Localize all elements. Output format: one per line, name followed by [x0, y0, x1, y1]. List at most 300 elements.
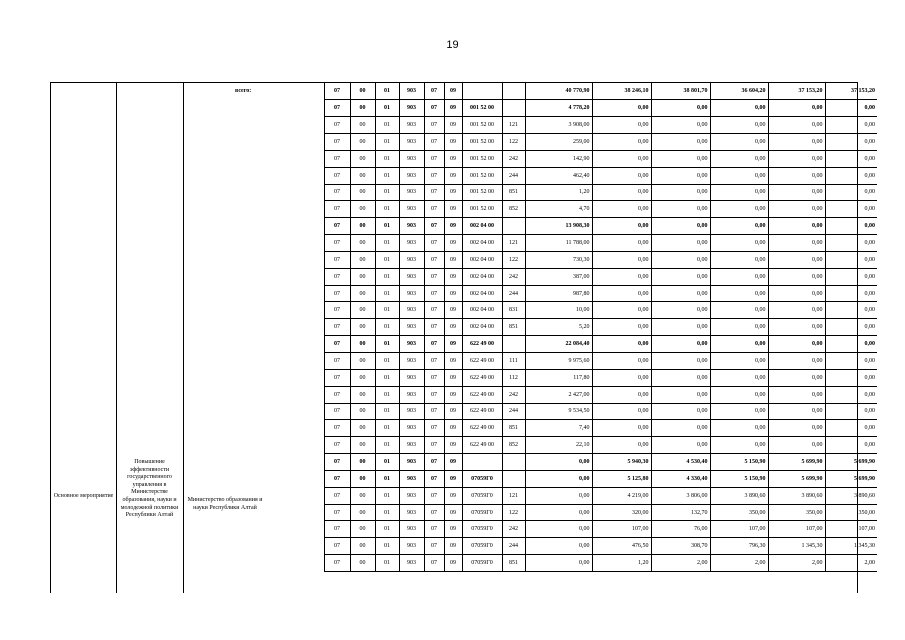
amount-cell: 7,40 [525, 420, 592, 437]
grbs-code: 903 [399, 403, 424, 420]
subprogram-code: 00 [350, 117, 375, 134]
amount-cell: 0,00 [592, 319, 651, 336]
amount-cell: 37 153,20 [825, 83, 877, 100]
amount-cell: 0,00 [651, 184, 710, 201]
event-code: 01 [375, 184, 399, 201]
amount-cell: 2 427,00 [525, 386, 592, 403]
grbs-code: 903 [399, 504, 424, 521]
grbs-code: 903 [399, 285, 424, 302]
amount-cell: 0,00 [592, 235, 651, 252]
expense-type-code [502, 454, 525, 471]
expense-type-code: 852 [502, 201, 525, 218]
amount-cell: 0,00 [592, 100, 651, 117]
table-row [233, 470, 877, 487]
subsection-code: 09 [444, 83, 462, 100]
subsection-code: 09 [444, 201, 462, 218]
table-row [233, 538, 877, 555]
table-row [233, 201, 877, 218]
program-code: 07 [324, 555, 350, 572]
amount-cell: 0,00 [768, 420, 825, 437]
program-code: 07 [324, 403, 350, 420]
section-code: 07 [424, 538, 444, 555]
amount-cell: 0,00 [592, 369, 651, 386]
table-row [233, 521, 877, 538]
target-article-code: 001 52 00 [462, 100, 502, 117]
amount-cell: 0,00 [525, 521, 592, 538]
amount-cell: 0,00 [651, 201, 710, 218]
subsection-code: 09 [444, 319, 462, 336]
amount-cell: 132,70 [651, 504, 710, 521]
target-article-code: 622 49 00 [462, 420, 502, 437]
program-code: 07 [324, 454, 350, 471]
amount-cell: 0,00 [651, 251, 710, 268]
amount-cell: 0,00 [710, 100, 768, 117]
expense-type-code [502, 83, 525, 100]
expense-type-code: 851 [502, 420, 525, 437]
section-code: 07 [424, 386, 444, 403]
amount-cell: 0,00 [710, 302, 768, 319]
program-code: 07 [324, 487, 350, 504]
target-article-code: 07059Г0 [462, 521, 502, 538]
subprogram-code: 00 [350, 521, 375, 538]
grbs-code: 903 [399, 268, 424, 285]
amount-cell: 5 150,90 [710, 470, 768, 487]
amount-cell: 0,00 [825, 100, 877, 117]
section-code: 07 [424, 167, 444, 184]
expense-type-code: 851 [502, 555, 525, 572]
target-article-code: 002 04 00 [462, 285, 502, 302]
subsection-code: 09 [444, 521, 462, 538]
target-article-code: 002 04 00 [462, 235, 502, 252]
amount-cell: 0,00 [825, 302, 877, 319]
amount-cell: 0,00 [592, 437, 651, 454]
grbs-code: 903 [399, 555, 424, 572]
row-label [233, 100, 324, 117]
amount-cell: 2,00 [825, 555, 877, 572]
expense-type-code: 121 [502, 117, 525, 134]
amount-cell: 9 975,60 [525, 353, 592, 370]
target-article-code: 07059Г0 [462, 487, 502, 504]
grbs-code: 903 [399, 251, 424, 268]
amount-cell: 0,00 [651, 100, 710, 117]
amount-cell: 0,00 [651, 336, 710, 353]
expense-type-code: 244 [502, 403, 525, 420]
target-article-code: 002 04 00 [462, 319, 502, 336]
amount-cell: 0,00 [710, 336, 768, 353]
expense-type-code: 242 [502, 150, 525, 167]
amount-cell: 22,10 [525, 437, 592, 454]
amount-cell: 0,00 [710, 420, 768, 437]
expense-type-code: 242 [502, 268, 525, 285]
expense-type-code: 244 [502, 285, 525, 302]
grbs-code: 903 [399, 134, 424, 151]
subsection-code: 09 [444, 336, 462, 353]
amount-cell: 0,00 [592, 386, 651, 403]
event-code: 01 [375, 100, 399, 117]
amount-cell: 0,00 [710, 285, 768, 302]
amount-cell: 476,50 [592, 538, 651, 555]
amount-cell: 0,00 [651, 268, 710, 285]
expense-type-code: 244 [502, 538, 525, 555]
amount-cell: 4 330,40 [651, 470, 710, 487]
amount-cell: 2,00 [710, 555, 768, 572]
amount-cell: 107,00 [825, 521, 877, 538]
event-code: 01 [375, 251, 399, 268]
amount-cell: 0,00 [651, 134, 710, 151]
table-row [233, 184, 877, 201]
program-code: 07 [324, 134, 350, 151]
amount-cell: 0,00 [825, 150, 877, 167]
amount-cell: 0,00 [825, 134, 877, 151]
subprogram-code: 00 [350, 487, 375, 504]
expense-type-code [502, 336, 525, 353]
amount-cell: 987,80 [525, 285, 592, 302]
table-row [233, 504, 877, 521]
subprogram-code: 00 [350, 100, 375, 117]
expense-type-code [502, 100, 525, 117]
table-row [233, 336, 877, 353]
event-code: 01 [375, 353, 399, 370]
amount-cell: 0,00 [525, 487, 592, 504]
row-label [233, 353, 324, 370]
subsection-code: 09 [444, 100, 462, 117]
amount-cell: 0,00 [651, 117, 710, 134]
amount-cell: 259,00 [525, 134, 592, 151]
subprogram-code: 00 [350, 235, 375, 252]
expense-type-code [502, 218, 525, 235]
amount-cell: 0,00 [651, 403, 710, 420]
target-article-code: 001 52 00 [462, 150, 502, 167]
row-label [233, 201, 324, 218]
subsection-code: 09 [444, 117, 462, 134]
row-label [233, 504, 324, 521]
program-code: 07 [324, 251, 350, 268]
column-divider [183, 83, 184, 593]
amount-cell: 0,00 [710, 134, 768, 151]
table-row [233, 420, 877, 437]
row-label [233, 134, 324, 151]
expense-type-code: 242 [502, 386, 525, 403]
amount-cell: 4 219,00 [592, 487, 651, 504]
program-code: 07 [324, 268, 350, 285]
amount-cell: 0,00 [710, 117, 768, 134]
target-article-code: 622 49 00 [462, 369, 502, 386]
amount-cell: 0,00 [592, 420, 651, 437]
subsection-code: 09 [444, 369, 462, 386]
grbs-code: 903 [399, 218, 424, 235]
row-label [233, 268, 324, 285]
amount-cell: 0,00 [710, 386, 768, 403]
amount-cell: 5 699,90 [768, 454, 825, 471]
amount-cell: 36 604,20 [710, 83, 768, 100]
grbs-code: 903 [399, 235, 424, 252]
amount-cell: 0,00 [592, 353, 651, 370]
amount-cell: 0,00 [768, 134, 825, 151]
amount-cell: 37 153,20 [768, 83, 825, 100]
amount-cell: 5,20 [525, 319, 592, 336]
program-code: 07 [324, 437, 350, 454]
subsection-code: 09 [444, 184, 462, 201]
program-code: 07 [324, 336, 350, 353]
amount-cell: 13 908,30 [525, 218, 592, 235]
amount-cell: 0,00 [825, 184, 877, 201]
amount-cell: 107,00 [768, 521, 825, 538]
event-code: 01 [375, 470, 399, 487]
subprogram-code: 00 [350, 285, 375, 302]
grbs-code: 903 [399, 319, 424, 336]
section-code: 07 [424, 117, 444, 134]
amount-cell: 0,00 [592, 302, 651, 319]
program-code: 07 [324, 521, 350, 538]
grbs-code: 903 [399, 521, 424, 538]
amount-cell: 0,00 [710, 235, 768, 252]
section-code: 07 [424, 336, 444, 353]
program-code: 07 [324, 235, 350, 252]
event-code: 01 [375, 369, 399, 386]
grbs-code: 903 [399, 470, 424, 487]
row-label [233, 150, 324, 167]
amount-cell: 0,00 [525, 538, 592, 555]
subsection-code: 09 [444, 504, 462, 521]
amount-cell: 107,00 [710, 521, 768, 538]
section-code: 07 [424, 302, 444, 319]
table-row [233, 285, 877, 302]
amount-cell: 76,00 [651, 521, 710, 538]
amount-cell: 0,00 [651, 353, 710, 370]
amount-cell: 0,00 [710, 218, 768, 235]
table-row [233, 369, 877, 386]
row-label [233, 167, 324, 184]
program-code: 07 [324, 470, 350, 487]
section-code: 07 [424, 268, 444, 285]
program-code: 07 [324, 167, 350, 184]
section-code: 07 [424, 353, 444, 370]
amount-cell: 38 801,70 [651, 83, 710, 100]
section-code: 07 [424, 285, 444, 302]
amount-cell: 5 699,90 [825, 470, 877, 487]
section-code: 07 [424, 369, 444, 386]
event-code: 01 [375, 420, 399, 437]
event-code: 01 [375, 437, 399, 454]
grbs-code: 903 [399, 454, 424, 471]
subprogram-code: 00 [350, 134, 375, 151]
amount-cell: 0,00 [592, 117, 651, 134]
subsection-code: 09 [444, 386, 462, 403]
row-label [233, 437, 324, 454]
amount-cell: 0,00 [768, 117, 825, 134]
subprogram-code: 00 [350, 538, 375, 555]
table-row [233, 403, 877, 420]
amount-cell: 3 890,60 [825, 487, 877, 504]
program-code: 07 [324, 117, 350, 134]
program-code: 07 [324, 319, 350, 336]
amount-cell: 40 770,90 [525, 83, 592, 100]
amount-cell: 0,00 [525, 555, 592, 572]
table-row [233, 251, 877, 268]
amount-cell: 3 806,00 [651, 487, 710, 504]
grbs-code: 903 [399, 538, 424, 555]
amount-cell: 0,00 [592, 150, 651, 167]
event-code: 01 [375, 319, 399, 336]
subprogram-code: 00 [350, 454, 375, 471]
expense-type-code: 122 [502, 134, 525, 151]
table-row [233, 437, 877, 454]
table-row [233, 487, 877, 504]
amount-cell: 0,00 [592, 251, 651, 268]
target-article-code: 622 49 00 [462, 336, 502, 353]
row-label [233, 285, 324, 302]
target-article-code: 002 04 00 [462, 268, 502, 285]
amount-cell: 0,00 [651, 167, 710, 184]
event-code: 01 [375, 235, 399, 252]
amount-cell: 0,00 [825, 117, 877, 134]
target-article-code [462, 454, 502, 471]
amount-cell: 0,00 [525, 470, 592, 487]
program-code: 07 [324, 386, 350, 403]
table-row [233, 302, 877, 319]
row-label [233, 555, 324, 572]
amount-cell: 0,00 [825, 285, 877, 302]
program-code: 07 [324, 302, 350, 319]
target-article-code: 001 52 00 [462, 117, 502, 134]
expense-type-code: 831 [502, 302, 525, 319]
section-code: 07 [424, 83, 444, 100]
section-code: 07 [424, 521, 444, 538]
section-code: 07 [424, 437, 444, 454]
amount-cell: 0,00 [651, 437, 710, 454]
event-code: 01 [375, 285, 399, 302]
section-code: 07 [424, 184, 444, 201]
event-code: 01 [375, 83, 399, 100]
budget-table [233, 83, 877, 572]
event-type-label: Основное мероприятие [53, 493, 114, 499]
subprogram-code: 00 [350, 167, 375, 184]
amount-cell: 0,00 [825, 353, 877, 370]
amount-cell: 0,00 [768, 386, 825, 403]
amount-cell: 0,00 [768, 251, 825, 268]
amount-cell: 38 246,10 [592, 83, 651, 100]
subprogram-code: 00 [350, 555, 375, 572]
program-code: 07 [324, 83, 350, 100]
column-divider [116, 83, 117, 593]
amount-cell: 0,00 [768, 167, 825, 184]
subprogram-code: 00 [350, 319, 375, 336]
amount-cell: 0,00 [825, 319, 877, 336]
expense-type-code: 851 [502, 319, 525, 336]
amount-cell: 0,00 [768, 302, 825, 319]
amount-cell: 0,00 [825, 251, 877, 268]
subprogram-code: 00 [350, 218, 375, 235]
grbs-code: 903 [399, 100, 424, 117]
amount-cell: 462,40 [525, 167, 592, 184]
amount-cell: 0,00 [825, 403, 877, 420]
amount-cell: 0,00 [651, 285, 710, 302]
amount-cell: 142,90 [525, 150, 592, 167]
subprogram-code: 00 [350, 437, 375, 454]
section-code: 07 [424, 504, 444, 521]
row-label [233, 251, 324, 268]
event-code: 01 [375, 336, 399, 353]
subsection-code: 09 [444, 251, 462, 268]
amount-cell: 0,00 [592, 184, 651, 201]
amount-cell: 11 788,00 [525, 235, 592, 252]
amount-cell: 0,00 [768, 369, 825, 386]
amount-cell: 0,00 [825, 420, 877, 437]
table-row [233, 319, 877, 336]
row-label [233, 470, 324, 487]
target-article-code: 002 04 00 [462, 218, 502, 235]
amount-cell: 0,00 [651, 369, 710, 386]
table-row [233, 167, 877, 184]
expense-type-code: 242 [502, 521, 525, 538]
amount-cell: 0,00 [768, 218, 825, 235]
subsection-code: 09 [444, 268, 462, 285]
target-article-code: 001 52 00 [462, 184, 502, 201]
program-code: 07 [324, 184, 350, 201]
event-code: 01 [375, 167, 399, 184]
amount-cell: 320,00 [592, 504, 651, 521]
amount-cell: 0,00 [710, 167, 768, 184]
amount-cell: 4 530,40 [651, 454, 710, 471]
amount-cell: 1 345,30 [768, 538, 825, 555]
amount-cell: 350,00 [710, 504, 768, 521]
event-code: 01 [375, 268, 399, 285]
program-code: 07 [324, 353, 350, 370]
subsection-code: 09 [444, 302, 462, 319]
grbs-code: 903 [399, 420, 424, 437]
amount-cell: 0,00 [825, 386, 877, 403]
amount-cell: 2,00 [768, 555, 825, 572]
budget-table-frame [50, 82, 875, 593]
amount-cell: 0,00 [710, 319, 768, 336]
subprogram-code: 00 [350, 201, 375, 218]
event-code: 01 [375, 386, 399, 403]
event-code: 01 [375, 201, 399, 218]
row-label [233, 403, 324, 420]
subprogram-code: 00 [350, 83, 375, 100]
amount-cell: 10,00 [525, 302, 592, 319]
grbs-code: 903 [399, 150, 424, 167]
amount-cell: 3 908,00 [525, 117, 592, 134]
subprogram-code: 00 [350, 268, 375, 285]
amount-cell: 3 890,60 [710, 487, 768, 504]
subsection-code: 09 [444, 487, 462, 504]
section-code: 07 [424, 487, 444, 504]
amount-cell: 0,00 [651, 319, 710, 336]
target-article-code: 07059Г0 [462, 538, 502, 555]
row-label [233, 369, 324, 386]
program-code: 07 [324, 504, 350, 521]
table-row [233, 235, 877, 252]
amount-cell: 4 778,20 [525, 100, 592, 117]
event-code: 01 [375, 218, 399, 235]
subsection-code: 09 [444, 470, 462, 487]
amount-cell: 0,00 [651, 386, 710, 403]
subsection-code: 09 [444, 134, 462, 151]
amount-cell: 0,00 [592, 336, 651, 353]
page-number: 19 [446, 39, 459, 51]
event-code: 01 [375, 302, 399, 319]
grbs-code: 903 [399, 117, 424, 134]
section-code: 07 [424, 235, 444, 252]
subprogram-code: 00 [350, 150, 375, 167]
event-name-label: Повышение эффективности государственного управления в Министерстве образования, науки и молодежной политики Республики Алтай [120, 459, 179, 519]
subsection-code: 09 [444, 555, 462, 572]
subprogram-code: 00 [350, 403, 375, 420]
target-article-code: 622 49 00 [462, 403, 502, 420]
grbs-code: 903 [399, 302, 424, 319]
amount-cell: 0,00 [825, 437, 877, 454]
